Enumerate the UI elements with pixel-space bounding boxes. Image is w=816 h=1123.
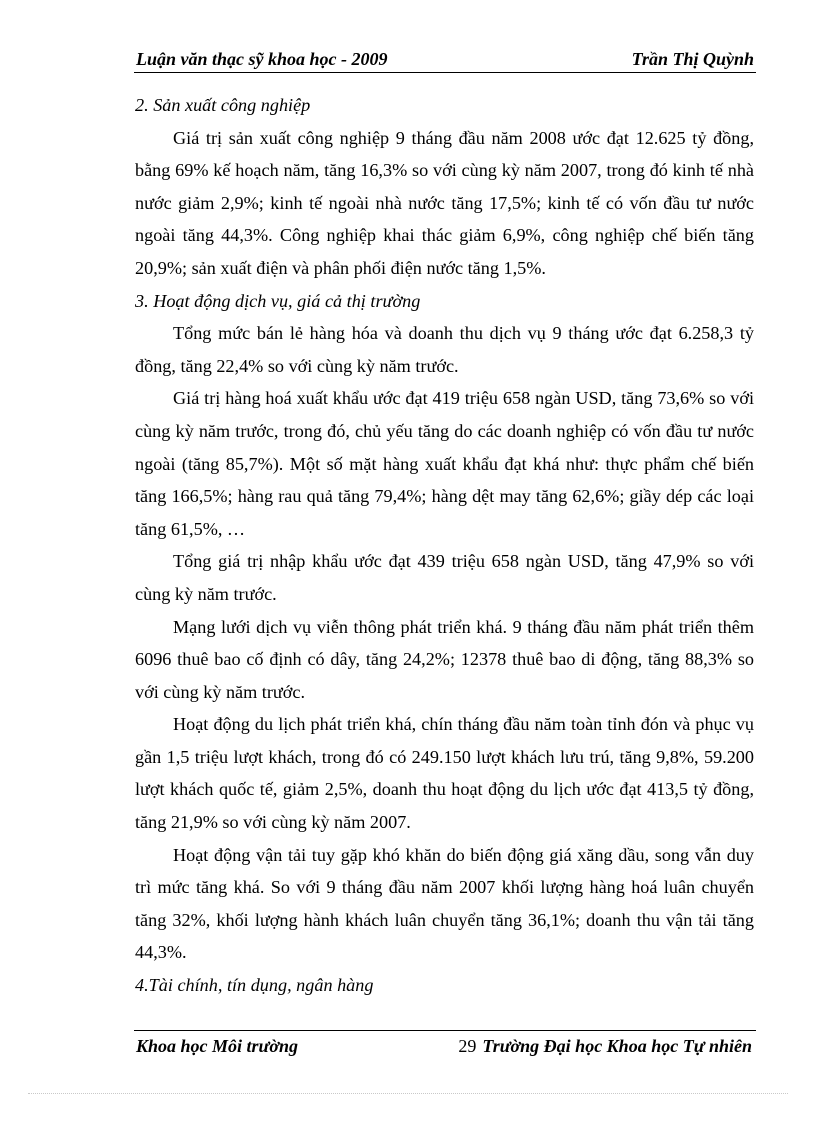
body-text	[135, 89, 754, 1002]
page-bottom-divider	[28, 1093, 788, 1094]
paragraph-transport: Hoạt động vận tải tuy gặp khó khăn do biến động giá xăng dầu, song vẫn duy trì mức tăng khá. So với 9 tháng đầu năm 2007 khối lượng hàng hoá luân chuyển tăng 32%, khối lượng hành khách luân chuyển tăng 36,1%; doanh thu vận tải tăng 44,3%.	[135, 844, 754, 963]
paragraph-export: Giá trị hàng hoá xuất khẩu ước đạt 419 triệu 658 ngàn USD, tăng 73,6% so với cùng kỳ năm trước, trong đó, chủ yếu tăng do các doanh nghiệp có vốn đầu tư nước ngoài (tăng 85,7%). Một số mặt hàng xuất khẩu đạt khá như: thực phẩm chế biến tăng 166,5%; hàng rau quả tăng 79,4%; hàng dệt may tăng 62,6%; giầy dép các loại tăng 61,5%, …	[135, 388, 754, 539]
paragraph-industry: Giá trị sản xuất công nghiệp 9 tháng đầu năm 2008 ước đạt 12.625 tỷ đồng, bằng 69% kế hoạch năm, tăng 16,3% so với cùng kỳ năm 2007, trong đó kinh tế nhà nước giảm 2,9%; kinh tế ngoài nhà nước tăng 17,5%; kinh tế có vốn đầu tư nước ngoài tăng 44,3%. Công nghiệp khai thác giảm 6,9%, công nghiệp chế biến tăng 20,9%; sản xuất điện và phân phối điện nước tăng 1,5%.	[135, 127, 754, 278]
footer-department: Khoa học Môi trường	[136, 1036, 298, 1056]
paragraph-import: Tổng giá trị nhập khẩu ước đạt 439 triệu 658 ngàn USD, tăng 47,9% so với cùng kỳ năm trước.	[135, 551, 754, 604]
paragraph-tourism: Hoạt động du lịch phát triển khá, chín tháng đầu năm toàn tỉnh đón và phục vụ gần 1,5 triệu lượt khách, trong đó có 249.150 lượt khách lưu trú, tăng 9,8%, 59.200 lượt khách quốc tế, giảm 2,5%, doanh thu hoạt động du lịch ước đạt 413,5 tỷ đồng, tăng 21,9% so với cùng kỳ năm 2007.	[135, 714, 754, 833]
footer-right	[458, 1032, 752, 1060]
footer-university: Trường Đại học Khoa học Tự nhiên	[482, 1036, 752, 1056]
page-header	[134, 46, 756, 73]
header-author: Trần Thị Quỳnh	[631, 49, 754, 69]
page-number: 29	[458, 1036, 477, 1056]
section-heading-finance: 4.Tài chính, tín dụng, ngân hàng	[135, 975, 374, 996]
paragraph-telecom: Mạng lưới dịch vụ viễn thông phát triển khá. 9 tháng đầu năm phát triển thêm 6096 thuê bao cố định có dây, tăng 24,2%; 12378 thuê bao di động, tăng 88,3% so với cùng kỳ năm trước.	[135, 616, 754, 702]
header-thesis-title: Luận văn thạc sỹ khoa học - 2009	[136, 49, 388, 69]
section-heading-industry: 2. Sản xuất công nghiệp	[135, 95, 311, 115]
section-heading-services: 3. Hoạt động dịch vụ, giá cả thị trường	[135, 290, 421, 311]
paragraph-retail: Tổng mức bán lẻ hàng hóa và doanh thu dịch vụ 9 tháng ước đạt 6.258,3 tỷ đồng, tăng 22,4% so với cùng kỳ năm trước.	[135, 323, 754, 376]
page-footer	[134, 1030, 756, 1061]
